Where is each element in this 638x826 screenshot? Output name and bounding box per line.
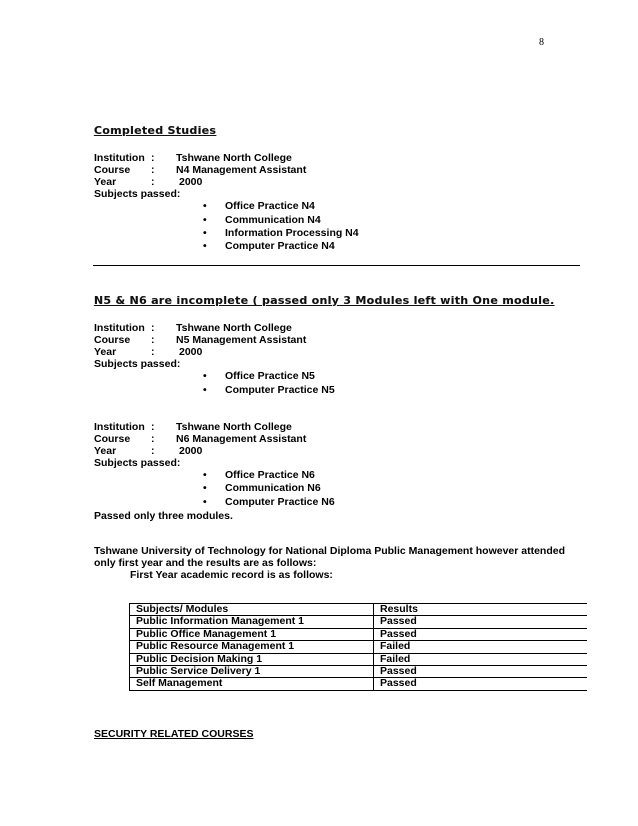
bullet-icon: •	[203, 370, 207, 382]
table-cell: Public Decision Making 1	[130, 653, 374, 665]
table-row	[130, 616, 588, 628]
colon: :	[151, 433, 155, 445]
bullet-icon: •	[203, 200, 207, 212]
bullet-icon: •	[203, 482, 207, 494]
completed-studies-heading: Completed Studies	[94, 124, 217, 137]
table-cell: Passed	[374, 628, 588, 640]
bullet-icon: •	[203, 469, 207, 481]
institution-value: Tshwane North College	[176, 421, 292, 433]
subjects-passed-label: Subjects passed:	[94, 358, 181, 370]
bullet-icon: •	[203, 240, 207, 252]
colon: :	[151, 421, 155, 433]
year-label: Year	[94, 445, 117, 457]
table-cell: Public Resource Management 1	[130, 641, 374, 653]
colon: :	[151, 176, 155, 188]
tut-paragraph-line: Tshwane University of Technology for National Diploma Public Management however attended	[94, 545, 566, 557]
list-item: • Communication N4	[203, 214, 321, 226]
subjects-passed-label: Subjects passed:	[94, 457, 181, 469]
institution-label: Institution	[94, 421, 145, 433]
n5-n6-heading: N5 & N6 are incomplete ( passed only 3 Modules left with One module.	[94, 294, 555, 307]
table-row	[130, 678, 588, 690]
colon: :	[151, 164, 155, 176]
table-cell: Passed	[374, 666, 588, 678]
table-cell: Passed	[374, 616, 588, 628]
course-label: Course	[94, 433, 131, 445]
security-courses-heading: SECURITY RELATED COURSES	[94, 728, 254, 740]
list-item: • Communication N6	[203, 482, 321, 494]
colon: :	[151, 334, 155, 346]
bullet-icon: •	[203, 227, 207, 239]
bullet-icon: •	[203, 384, 207, 396]
colon: :	[151, 346, 155, 358]
table-row	[130, 666, 588, 678]
list-item: • Information Processing N4	[203, 227, 359, 239]
page-number: 8	[539, 37, 544, 48]
course-value: N5 Management Assistant	[176, 334, 307, 346]
course-value: N6 Management Assistant	[176, 433, 307, 445]
table-cell: Public Office Management 1	[130, 628, 374, 640]
course-value: N4 Management Assistant	[176, 164, 307, 176]
list-item: • Office Practice N4	[203, 200, 315, 212]
list-item: • Computer Practice N5	[203, 384, 335, 396]
year-value: 2000	[179, 346, 203, 358]
table-row	[130, 653, 588, 665]
academic-record-table	[129, 603, 587, 691]
list-item: • Office Practice N6	[203, 469, 315, 481]
year-label: Year	[94, 176, 117, 188]
horizontal-rule	[93, 265, 580, 266]
year-value: 2000	[179, 176, 203, 188]
institution-label: Institution	[94, 152, 145, 164]
course-label: Course	[94, 164, 131, 176]
table-header-cell: Results	[374, 604, 588, 616]
table-cell: Failed	[374, 641, 588, 653]
tut-paragraph-line: First Year academic record is as follows:	[130, 569, 333, 581]
table-header-row	[130, 604, 588, 616]
subjects-passed-label: Subjects passed:	[94, 188, 181, 200]
institution-value: Tshwane North College	[176, 322, 292, 334]
table-cell: Failed	[374, 653, 588, 665]
year-label: Year	[94, 346, 117, 358]
tut-paragraph-line: only first year and the results are as follows:	[94, 557, 317, 569]
passed-note: Passed only three modules.	[94, 510, 233, 522]
institution-value: Tshwane North College	[176, 152, 292, 164]
table-row	[130, 641, 588, 653]
colon: :	[151, 152, 155, 164]
colon: :	[151, 445, 155, 457]
list-item: • Computer Practice N4	[203, 240, 335, 252]
table-row	[130, 628, 588, 640]
table-cell: Passed	[374, 678, 588, 690]
year-value: 2000	[179, 445, 203, 457]
table-cell: Public Information Management 1	[130, 616, 374, 628]
list-item: • Computer Practice N6	[203, 496, 335, 508]
list-item: • Office Practice N5	[203, 370, 315, 382]
table-cell: Public Service Delivery 1	[130, 666, 374, 678]
colon: :	[151, 322, 155, 334]
bullet-icon: •	[203, 214, 207, 226]
bullet-icon: •	[203, 496, 207, 508]
institution-label: Institution	[94, 322, 145, 334]
table-header-cell: Subjects/ Modules	[130, 604, 374, 616]
table-cell: Self Management	[130, 678, 374, 690]
course-label: Course	[94, 334, 131, 346]
